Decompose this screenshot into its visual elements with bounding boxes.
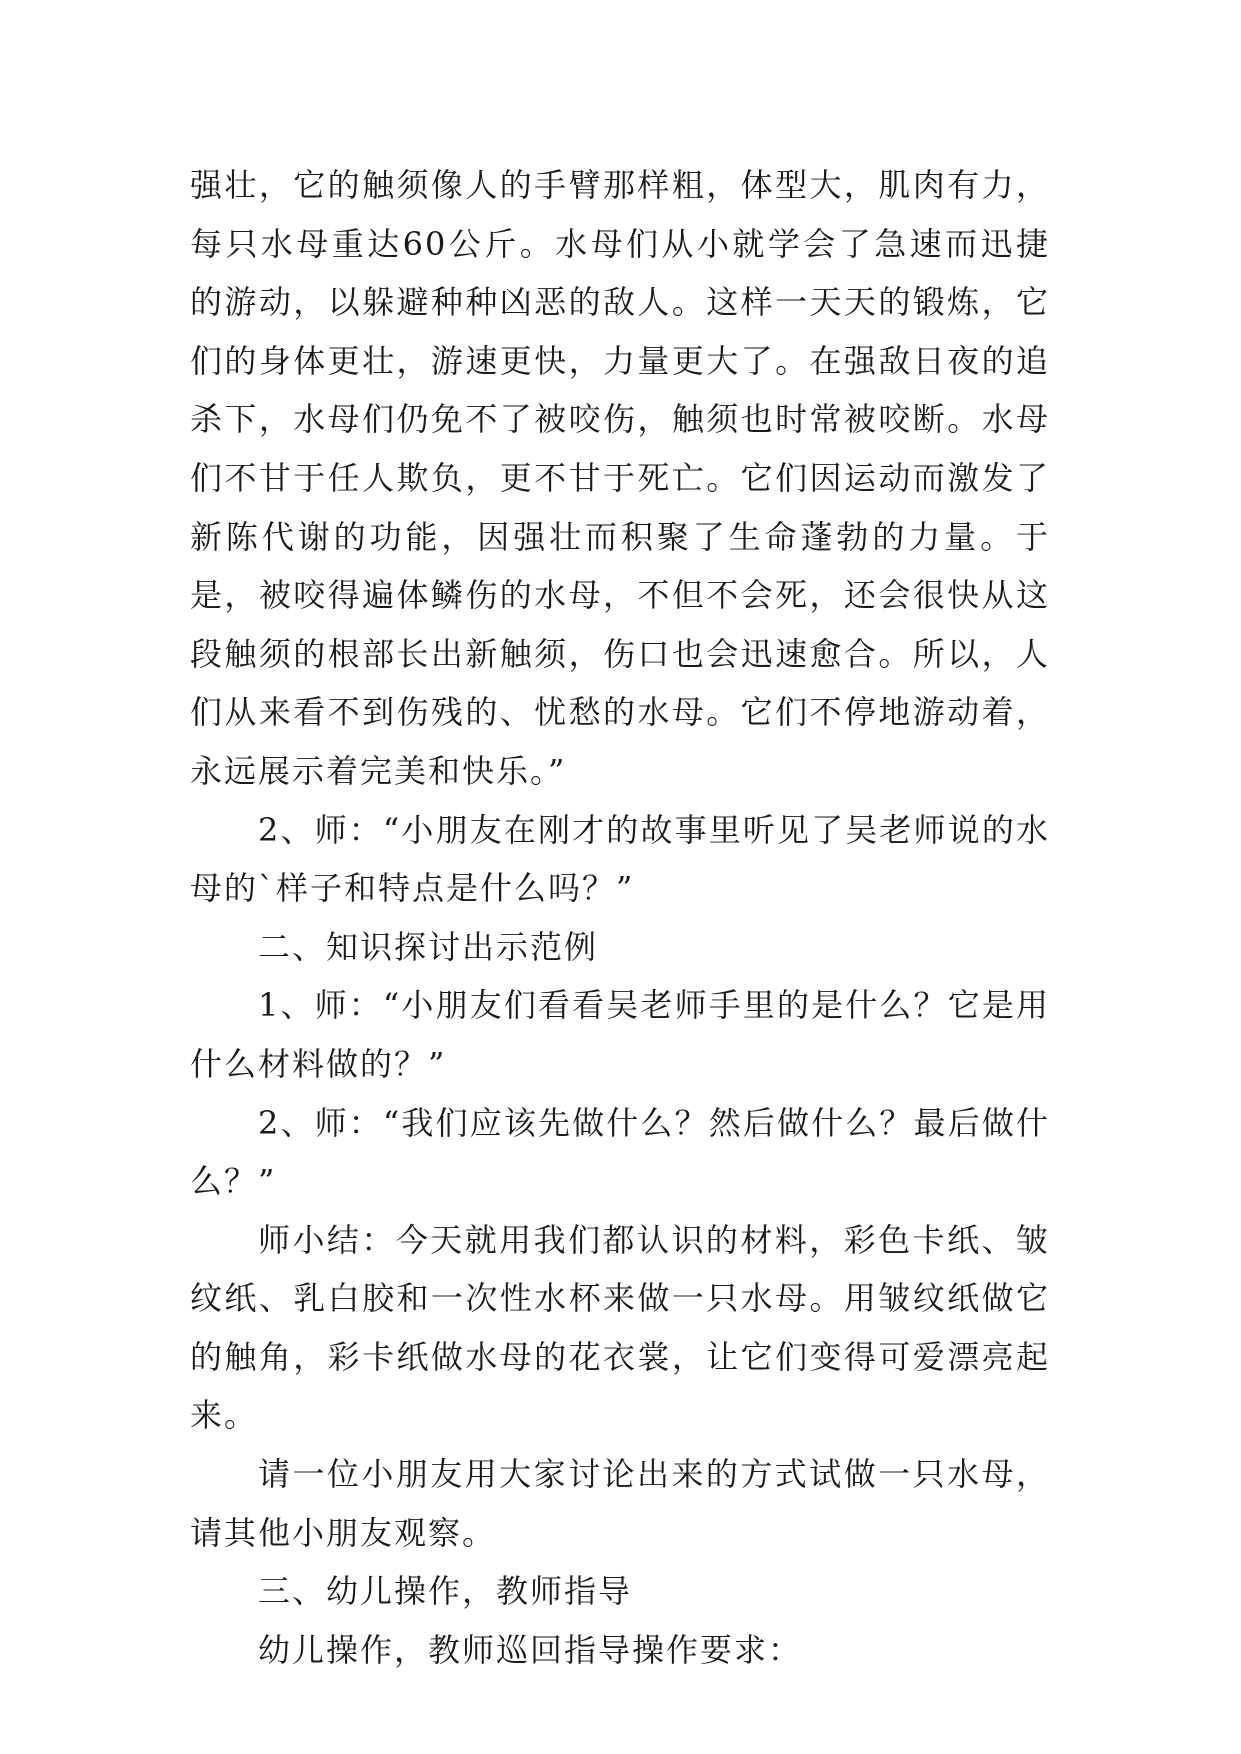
paragraph-section-2-q2: 2、师：“我们应该先做什么？然后做什么？最后做什么？”	[190, 1103, 1050, 1201]
paragraph-demo-instruction: 请一位小朋友用大家讨论出来的方式试做一只水母，请其他小朋友观察。	[190, 1455, 1050, 1552]
section-heading-knowledge-discussion: 二、知识探讨出示范例	[258, 927, 599, 966]
document-body	[190, 156, 1050, 1679]
paragraph-question-2: 2、师：“小朋友在刚才的故事里听见了吴老师说的水母的`样子和特点是什么吗？”	[190, 810, 1050, 908]
paragraph-teacher-summary: 师小结：今天就用我们都认识的材料，彩色卡纸、皱纹纸、乳白胶和一次性水杯来做一只水母。用皱纹纸做它的触角，彩卡纸做水母的花衣裳，让它们变得可爱漂亮起来。	[190, 1220, 1050, 1435]
section-heading-child-operation: 三、幼儿操作，教师指导	[258, 1572, 633, 1611]
paragraph-section-2-q1: 1、师：“小朋友们看看吴老师手里的是什么？它是用什么材料做的？”	[190, 986, 1050, 1083]
paragraph-section-3-body: 幼儿操作，教师巡回指导操作要求：	[258, 1630, 803, 1669]
paragraph-story-continuation: 强壮，它的触须像人的手臂那样粗，体型大，肌肉有力，每只水母重达60公斤。水母们从小就学会了急速而迅捷的游动，以躲避种种凶恶的敌人。这样一天天的锻炼，它们的身体更壮，游速更快，力量更大了。在强敌日夜的追杀下，水母们仍免不了被咬伤，触须也时常被咬断。水母们不甘于任人欺负，更不甘于死亡。它们因运动而激发了新陈代谢的功能，因强壮而积聚了生命蓬勃的力量。于是，被咬得遍体鳞伤的水母，不但不会死，还会很快从这段触须的根部长出新触须，伤口也会迅速愈合。所以，人们从来看不到伤残的、忧愁的水母。它们不停地游动着，永远展示着完美和快乐。”	[190, 166, 1050, 790]
